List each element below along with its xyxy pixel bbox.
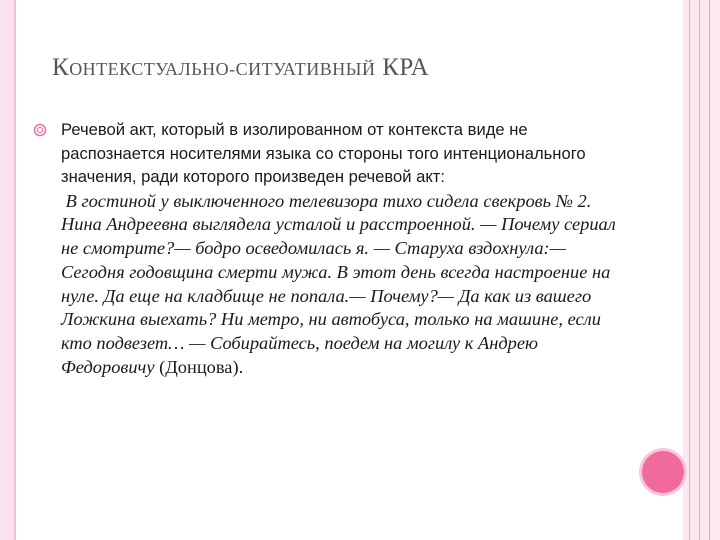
body-text <box>61 118 633 379</box>
slide-title <box>52 54 652 82</box>
source-attribution: (Донцова). <box>159 356 244 377</box>
pink-circle-decoration <box>642 451 684 493</box>
title-small-caps: ОНТЕКСТУАЛЬНО-СИТУАТИВНЫЙ <box>69 59 376 79</box>
left-frame-line <box>14 0 16 540</box>
example-quote <box>61 190 633 380</box>
right-frame-strip <box>683 0 720 540</box>
right-frame-line <box>689 0 690 540</box>
circular-bullet-icon <box>33 123 47 137</box>
definition-text: Речевой акт, который в изолированном от контекста виде не распознается носителями языка со стороны того интенционального значения, ради которого произведен речевой акт: <box>61 120 586 187</box>
right-frame-line <box>709 0 710 540</box>
left-frame-strip <box>0 0 14 540</box>
title-tail: КРА <box>382 54 430 81</box>
right-frame-line <box>699 0 700 540</box>
title-first-letter: К <box>52 54 70 81</box>
example-text: В гостиной у выключенного телевизора тихо сидела свекровь № 2. Нина Андреевна выглядела усталой и расстроенной. — Почему сериал не смотрите?— бодро осведомилась я. — Старуха вздохнула:— Сегодня годовщина смерти мужа. В этот день всегда настроение на нуле. Да еще на кладбище не попала.— Почему?— Да как из вашего Ложкина выехать? Ни метро, ни автобуса, только на машине, если кто подвезет… — Собирайтесь, поедем на могилу к Андрею Федоровичу <box>61 190 616 377</box>
